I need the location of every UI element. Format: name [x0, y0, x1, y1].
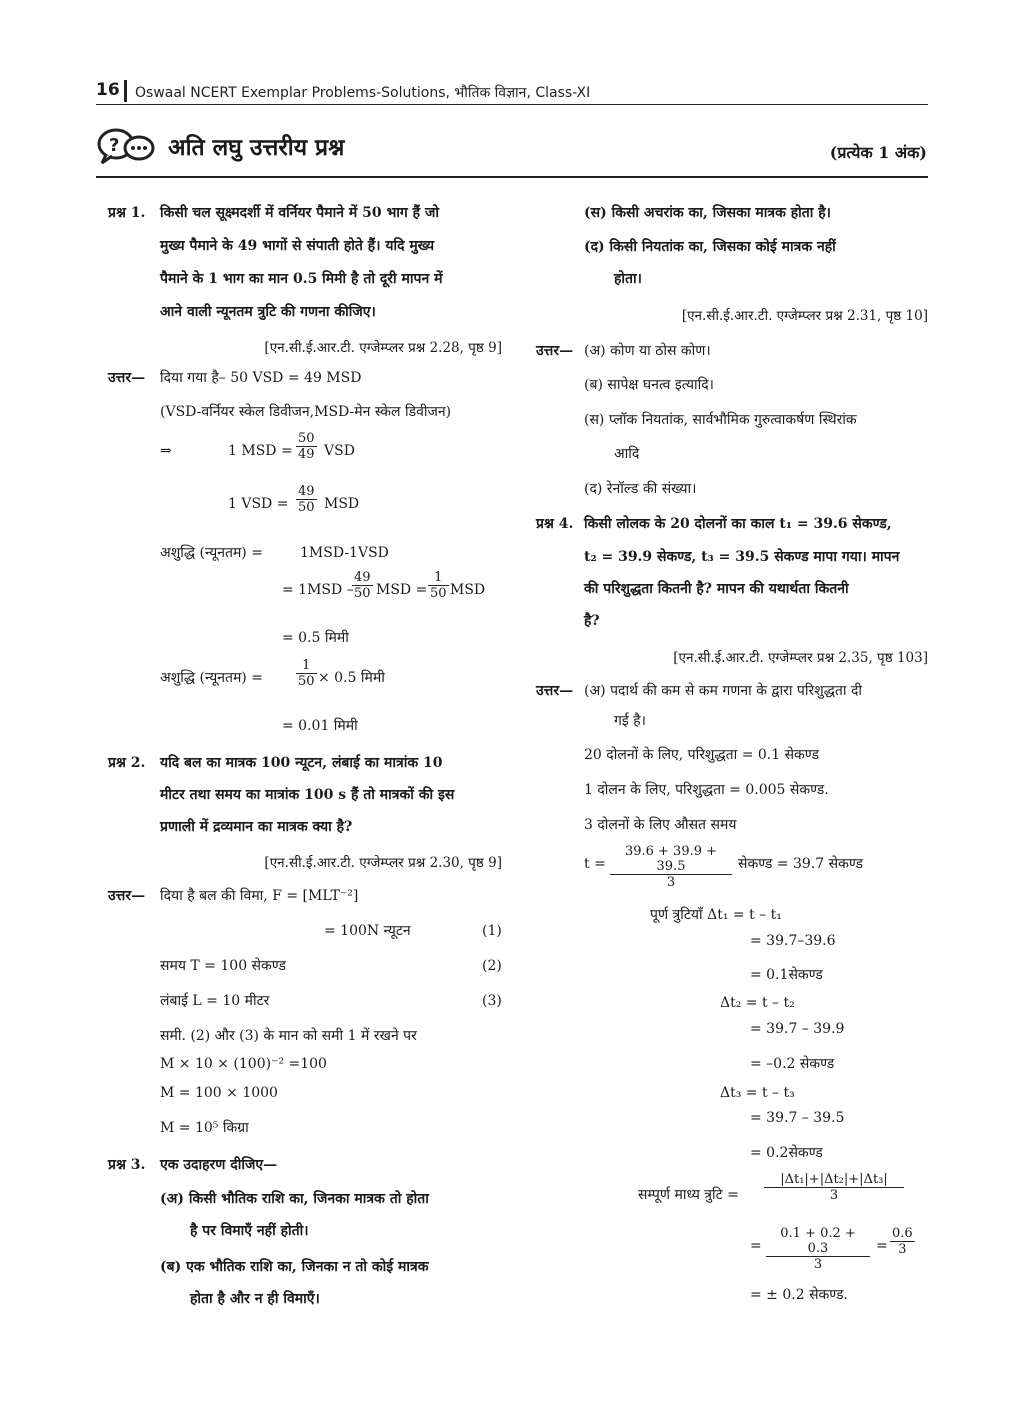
q3-option-a: है पर विमाएँ नहीं होती। [190, 1223, 309, 1239]
running-title: Oswaal NCERT Exemplar Problems-Solutions, भौतिक विज्ञान, Class-XI [135, 85, 591, 101]
msd-lhs: 1 MSD = [228, 443, 293, 459]
mean-fraction-3 [890, 1226, 915, 1257]
a2-line: M × 10 × (100)⁻² =100 [160, 1056, 327, 1072]
q3-option-d: होता। [614, 271, 642, 287]
fraction-denominator: 3 [829, 1188, 839, 1203]
fraction-numerator: 1 [296, 658, 317, 674]
q3-option-b: (ब) एक भौतिक राशि का, जिनका न तो कोई मात्रक [160, 1259, 429, 1275]
t-fraction [610, 844, 732, 890]
msd-unit: VSD [324, 443, 355, 459]
t-rhs: सेकण्ड = 39.7 सेकण्ड [738, 856, 863, 872]
abs-error-3: = 39.7 – 39.5 [750, 1110, 845, 1126]
a2-line: = 100N न्यूटन [324, 923, 411, 939]
abs-error-1: पूर्ण त्रुटियाँ Δt₁ = t – t₁ [650, 907, 782, 923]
fraction-numerator: |Δt₁|+|Δt₂|+|Δt₃| [764, 1172, 904, 1188]
mean-fraction-2 [766, 1226, 870, 1272]
a3-option: (अ) कोण या ठोस कोण। [584, 343, 711, 359]
header-rule [96, 104, 928, 105]
error-lhs: अशुद्धि (न्यूनतम) = [160, 545, 263, 561]
step2-b: MSD = [376, 582, 428, 598]
step4-lhs: अशुद्धि (न्यूनतम) = [160, 670, 263, 686]
t-lhs: t = [584, 856, 606, 872]
equation-number: (1) [482, 923, 502, 939]
step2-a: = 1MSD – [282, 582, 354, 598]
a2-line: समय T = 100 सेकण्ड [160, 958, 286, 974]
abs-error-3: Δt₃ = t – t₃ [720, 1085, 795, 1101]
fraction-denominator: 3 [813, 1257, 823, 1272]
fraction-numerator: 49 [354, 570, 371, 585]
q4-line: t₂ = 39.9 सेकण्ड, t₃ = 39.5 सेकण्ड मापा गया। मापन [584, 549, 900, 565]
a4-line: 1 दोलन के लिए, परिशुद्धता = 0.005 सेकण्ड. [584, 782, 829, 798]
q3-option-c: (स) किसी अचरांक का, जिसका मात्रक होता है। [584, 205, 831, 221]
step4-fraction [296, 658, 317, 689]
fraction-denominator: 3 [898, 1242, 907, 1257]
fraction-denominator: 50 [354, 586, 371, 601]
a2-line: M = 100 × 1000 [160, 1085, 278, 1101]
step2-fraction2 [428, 570, 449, 601]
a3-option: आदि [614, 446, 640, 462]
header-divider [124, 80, 127, 102]
a2-line: M = 10⁵ किग्रा [160, 1120, 249, 1136]
a3-label: उत्तर— [536, 343, 574, 359]
mean-error-fraction [764, 1172, 904, 1203]
q1-line: किसी चल सूक्ष्मदर्शी में वर्नियर पैमाने में 50 भाग हैं जो [160, 205, 440, 221]
a3-option: (द) रेनॉल्ड की संख्या। [584, 481, 697, 497]
svg-text:?: ? [109, 135, 120, 156]
q4-line: की परिशुद्धता कितनी है? मापन की यथार्थता कितनी [584, 581, 849, 597]
fraction-denominator: 50 [298, 674, 315, 689]
fraction-denominator: 50 [298, 500, 315, 515]
a4-line: 3 दोलनों के लिए औसत समय [584, 817, 737, 833]
q2-label: प्रश्न 2. [108, 755, 146, 771]
fraction-numerator: 39.6 + 39.9 + 39.5 [610, 844, 732, 875]
final-answer: = ± 0.2 सेकण्ड. [750, 1287, 848, 1303]
fraction-numerator: 0.6 [892, 1226, 913, 1241]
q4-line: किसी लोलक के 20 दोलनों का काल t₁ = 39.6 सेकण्ड, [584, 516, 892, 532]
q1-reference: [एन.सी.ई.आर.टी. एग्जेम्प्लर प्रश्न 2.28, पृष्ठ 9] [264, 340, 502, 356]
equation-number: (3) [482, 993, 502, 1009]
fraction-numerator: 50 [298, 431, 315, 446]
a4-line: (अ) पदार्थ की कम से कम गणना के द्वारा परिशुद्धता दी [584, 683, 863, 699]
q4-line: है? [584, 613, 600, 629]
a2-line: लंबाई L = 10 मीटर [160, 993, 270, 1009]
a4-line: 20 दोलनों के लिए, परिशुद्धता = 0.1 सेकण्ड [584, 747, 819, 763]
q4-label: प्रश्न 4. [536, 516, 574, 532]
q1-label: प्रश्न 1. [108, 205, 146, 221]
msd-fraction [296, 431, 317, 462]
q3-label: प्रश्न 3. [108, 1157, 146, 1173]
a1-label: उत्तर— [108, 370, 146, 386]
abs-error-1: = 0.1सेकण्ड [750, 967, 823, 983]
section-marks: (प्रत्येक 1 अंक) [829, 143, 927, 162]
mean-equals: = [750, 1238, 762, 1254]
abs-error-2: = –0.2 सेकण्ड [750, 1056, 835, 1072]
page-number: 16 [96, 80, 120, 100]
vsd-unit: MSD [324, 496, 360, 512]
q3-reference: [एन.सी.ई.आर.टी. एग्जेम्प्लर प्रश्न 2.31, पृष्ठ 10] [681, 308, 928, 324]
step2-fraction [352, 570, 373, 601]
a3-option: (स) प्लॉक नियतांक, सार्वभौमिक गुरुत्वाकर्षण स्थिरांक [584, 412, 857, 428]
q2-line: प्रणाली में द्रव्यमान का मात्रक क्या है? [160, 819, 353, 835]
error-rhs: 1MSD-1VSD [300, 545, 389, 561]
a4-label: उत्तर— [536, 683, 574, 699]
mean-error-lhs: सम्पूर्ण माध्य त्रुटि = [638, 1187, 739, 1203]
a3-option: (ब) सापेक्ष घनत्व इत्यादि। [584, 377, 714, 393]
step3: = 0.5 मिमी [282, 630, 349, 646]
fraction-denominator: 50 [430, 586, 447, 601]
fraction-numerator: 49 [298, 484, 315, 499]
abs-error-1: = 39.7–39.6 [750, 933, 836, 949]
section-rule [96, 176, 928, 178]
q1-line: पैमाने के 1 भाग का मान 0.5 मिमी है तो दूरी मापन में [160, 271, 443, 287]
abs-error-2: Δt₂ = t – t₂ [720, 995, 795, 1011]
q1-line: मुख्य पैमाने के 49 भागों से संपाती होते हैं। यदि मुख्य [160, 238, 435, 254]
a4-line: गई है। [614, 713, 646, 729]
q3-intro: एक उदाहरण दीजिए— [160, 1157, 278, 1173]
a2-label: उत्तर— [108, 888, 146, 904]
q2-line: मीटर तथा समय का मात्रांक 100 s हैं तो मात्रकों की इस [160, 787, 455, 803]
q1-line: आने वाली न्यूनतम त्रुटि की गणना कीजिए। [160, 304, 376, 320]
question-bubble-icon [96, 125, 156, 165]
a1-line: (VSD-वर्नियर स्केल डिवीजन,MSD-मेन स्केल डिवीजन) [160, 404, 452, 420]
a1-line: दिया गया है– 50 VSD = 49 MSD [160, 370, 362, 386]
step2-c: MSD [450, 582, 486, 598]
equation-number: (2) [482, 958, 502, 974]
abs-error-2: = 39.7 – 39.9 [750, 1021, 845, 1037]
q2-reference: [एन.सी.ई.आर.टी. एग्जेम्प्लर प्रश्न 2.30, पृष्ठ 9] [264, 855, 502, 871]
q4-reference: [एन.सी.ई.आर.टी. एग्जेम्प्लर प्रश्न 2.35, पृष्ठ 103] [673, 650, 928, 666]
implies-symbol: ⇒ [160, 443, 172, 459]
step5: = 0.01 मिमी [282, 718, 358, 734]
a2-line: दिया है बल की विमा, F = [MLT⁻²] [160, 888, 359, 904]
fraction-numerator: 1 [428, 570, 449, 586]
q3-option-b: होता है और न ही विमाएँ। [190, 1291, 320, 1307]
q2-line: यदि बल का मात्रक 100 न्यूटन, लंबाई का मात्रांक 10 [160, 755, 443, 771]
q3-option-a: (अ) किसी भौतिक राशि का, जिनका मात्रक तो होता [160, 1191, 429, 1207]
section-title: अति लघु उत्तरीय प्रश्न [168, 135, 345, 161]
vsd-lhs: 1 VSD = [228, 496, 289, 512]
abs-error-3: = 0.2सेकण्ड [750, 1145, 823, 1161]
fraction-denominator: 3 [666, 875, 676, 890]
step4-rhs: × 0.5 मिमी [318, 670, 385, 686]
a2-line: समी. (2) और (3) के मान को समी 1 में रखने पर [160, 1028, 417, 1044]
vsd-fraction [296, 484, 317, 515]
fraction-numerator: 0.1 + 0.2 + 0.3 [766, 1226, 870, 1257]
mean-equals: = [876, 1238, 888, 1254]
q3-option-d: (द) किसी नियतांक का, जिसका कोई मात्रक नहीं [584, 239, 836, 255]
fraction-denominator: 49 [298, 447, 315, 462]
